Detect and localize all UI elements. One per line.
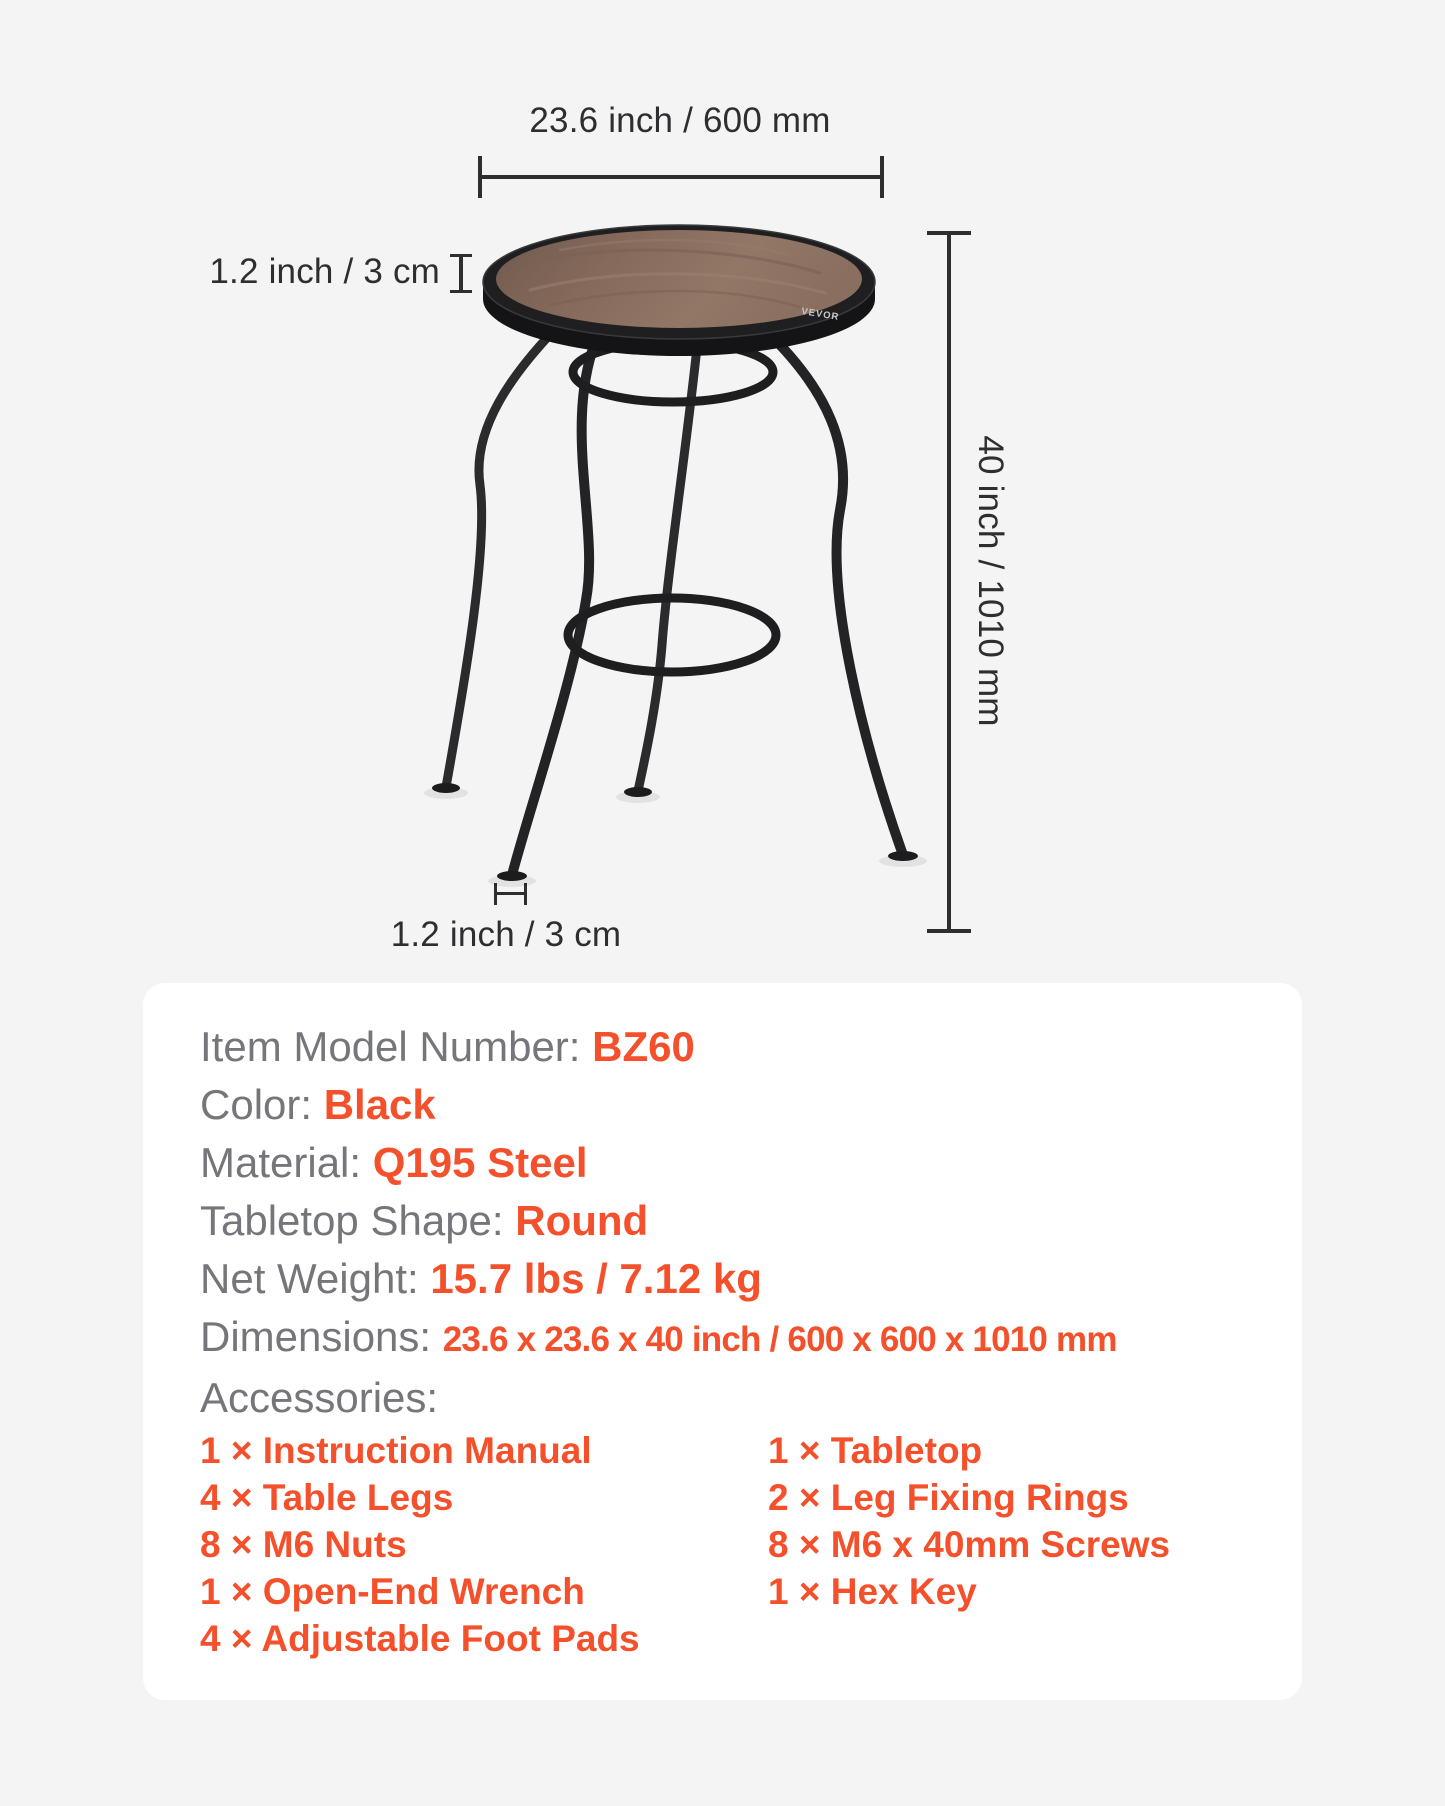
dim-foot-label: 1.2 inch / 3 cm: [390, 915, 622, 954]
dim-height-line: [947, 233, 951, 933]
dim-top-width-tick-left: [478, 156, 482, 198]
accessory-item: 8 × M6 x 40mm Screws: [768, 1524, 1171, 1565]
spec-value: 23.6 x 23.6 x 40 inch / 600 x 600 x 1010 mm: [442, 1320, 1117, 1359]
accessory-item: 1 × Open-End Wrench: [200, 1571, 585, 1612]
floor-shadows: [424, 787, 927, 887]
spec-value: Round: [515, 1197, 649, 1244]
spec-label: Color:: [200, 1081, 324, 1128]
spec-value: Q195 Steel: [372, 1139, 588, 1186]
spec-label: Dimensions:: [200, 1313, 443, 1360]
dim-top-width-bracket: [480, 175, 882, 179]
spec-label: Net Weight:: [200, 1255, 431, 1302]
accessory-item: 8 × M6 Nuts: [200, 1524, 407, 1565]
spec-row-weight: [200, 1250, 1262, 1308]
dim-height-label: 40 inch / 1010 mm: [971, 435, 1010, 727]
accessory-item: 2 × Leg Fixing Rings: [768, 1477, 1129, 1518]
accessories-list: [200, 1427, 1262, 1662]
product-photo: [400, 195, 940, 895]
spec-value: 15.7 lbs / 7.12 kg: [430, 1255, 762, 1302]
brand-logo: VEVOR: [800, 306, 841, 323]
spec-label: Tabletop Shape:: [200, 1197, 516, 1244]
dim-top-width-tick-right: [880, 156, 884, 198]
accessory-item: 4 × Table Legs: [200, 1477, 454, 1518]
dim-top-width-label: 23.6 inch / 600 mm: [529, 101, 831, 140]
accessories-label: Accessories:: [200, 1374, 439, 1421]
accessory-item: 1 × Instruction Manual: [200, 1430, 592, 1471]
accessory-item: 1 × Tabletop: [768, 1430, 983, 1471]
spec-row-color: [200, 1076, 1262, 1134]
accessories-heading: [200, 1369, 1262, 1427]
spec-row-shape: [200, 1192, 1262, 1250]
spec-card: [143, 983, 1302, 1700]
accessories-left-column: [200, 1427, 768, 1662]
spec-value: BZ60: [592, 1023, 695, 1070]
accessories-right-column: [768, 1427, 1262, 1662]
spec-row-material: [200, 1134, 1262, 1192]
accessory-item: 4 × Adjustable Foot Pads: [200, 1618, 640, 1659]
leg-fixing-rings: [568, 342, 776, 672]
tabletop: [483, 225, 875, 356]
spec-row-dimensions: [200, 1308, 1262, 1369]
spec-value: Black: [323, 1081, 436, 1128]
spec-label: Item Model Number:: [200, 1023, 593, 1070]
dim-height-cap-bottom: [927, 929, 971, 933]
dim-thickness-label: 1.2 inch / 3 cm: [209, 252, 440, 291]
spec-label: Material:: [200, 1139, 373, 1186]
accessory-item: 1 × Hex Key: [768, 1571, 977, 1612]
foot-pads: [432, 783, 918, 881]
spec-row-model: [200, 1018, 1262, 1076]
